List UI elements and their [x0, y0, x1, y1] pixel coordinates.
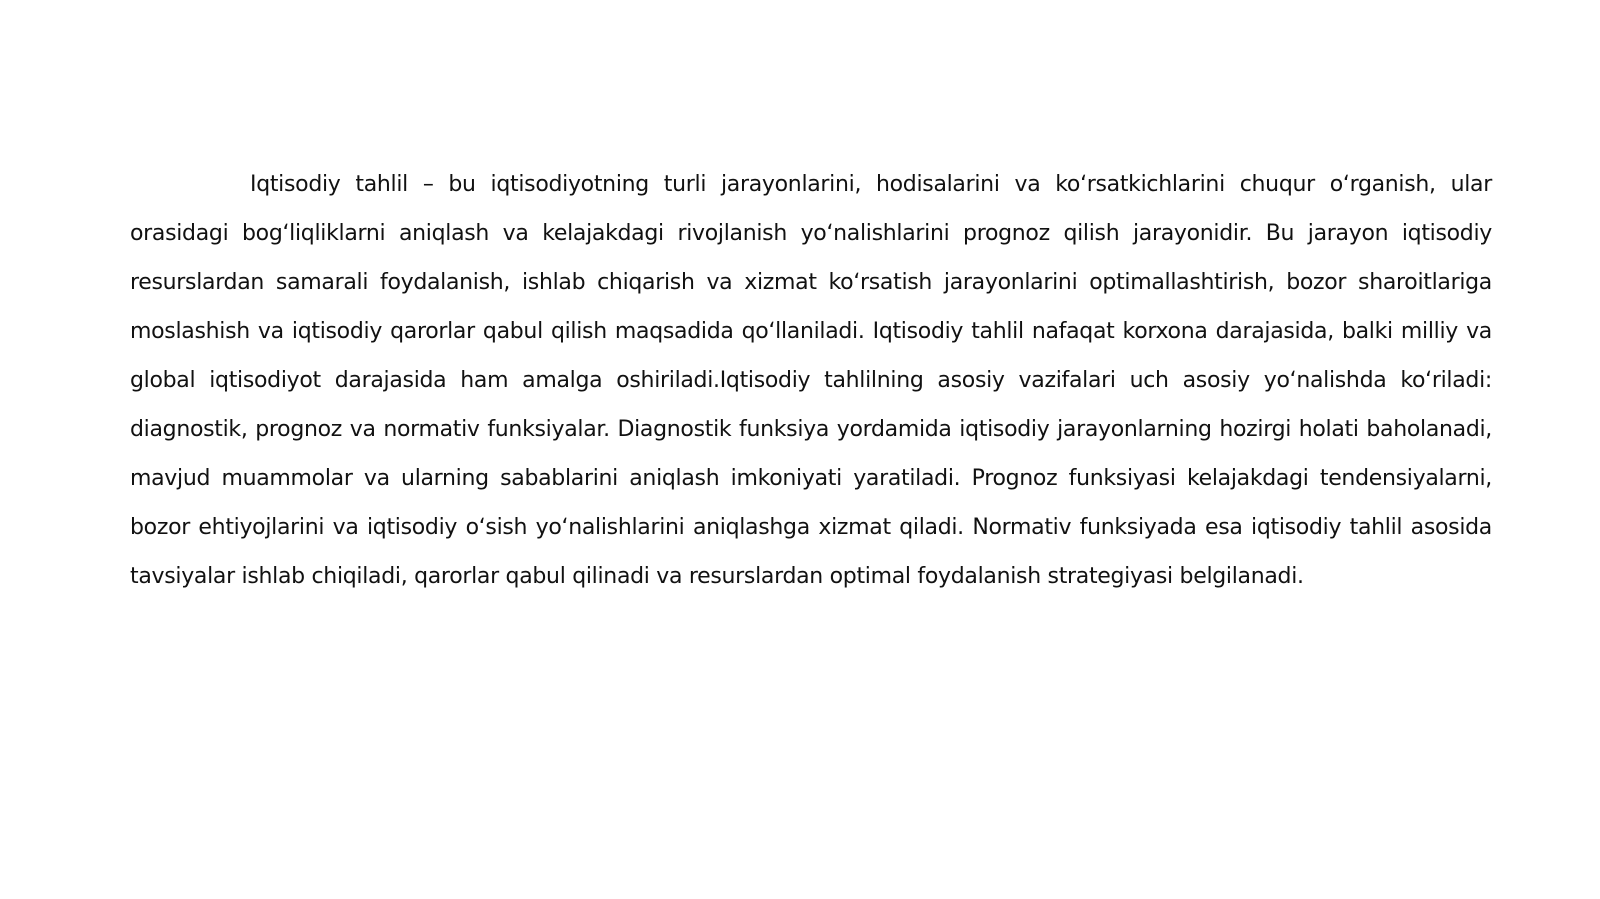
- body-paragraph: Iqtisodiy tahlil – bu iqtisodiyotning turli jarayonlarini, hodisalarini va koʻrsatkichlarini chuqur oʻrganish, ular orasidagi bogʻliqliklarni aniqlash va kelajakdagi rivojlanish yoʻnalishlarini prognoz qilish jarayonidir. Bu jarayon iqtisodiy resurslardan samarali foydalanish, ishlab chiqarish va xizmat koʻrsatish jarayonlarini optimallashtirish, bozor sharoitlariga moslashish va iqtisodiy qarorlar qabul qilish maqsadida qoʻllaniladi. Iqtisodiy tahlil nafaqat korxona darajasida, balki milliy va global iqtisodiyot darajasida ham amalga oshiriladi.Iqtisodiy tahlilning asosiy vazifalari uch asosiy yoʻnalishda koʻriladi: diagnostik, prognoz va normativ funksiyalar. Diagnostik funksiya yordamida iqtisodiy jarayonlarning hozirgi holati baholanadi, mavjud muammolar va ularning sabablarini aniqlash imkoniyati yaratiladi. Prognoz funksiyasi kelajakdagi tendensiyalarni, bozor ehtiyojlarini va iqtisodiy oʻsish yoʻnalishlarini aniqlashga xizmat qiladi. Normativ funksiyada esa iqtisodiy tahlil asosida tavsiyalar ishlab chiqiladi, qarorlar qabul qilinadi va resurslardan optimal foydalanish strategiyasi belgilanadi.: [130, 172, 1492, 589]
